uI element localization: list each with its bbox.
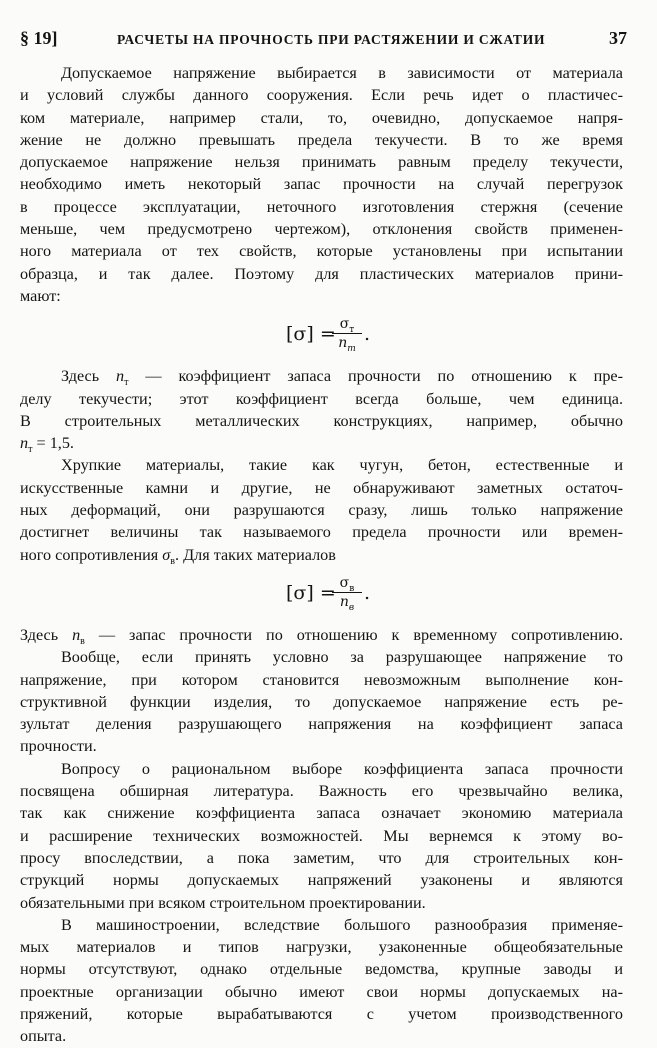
text-line: делу текучести; этот коэффициент всегда больше, чем единица.: [20, 389, 623, 408]
text-line: Вопросу о рациональном выборе коэффициента запаса прочности: [61, 759, 623, 778]
page-body: [20, 62, 623, 1048]
text-line: необходимо иметь некоторый запас прочности на случай перегрузок: [20, 175, 623, 194]
formula-lhs: [σ] =: [286, 323, 336, 346]
text-line: ного материала от тех свойств, которые установлены при испытании: [20, 242, 623, 261]
running-header: [20, 28, 627, 52]
paragraph-1: [20, 62, 623, 307]
text-line: искусственные камни и другие, не обнаруживают заметных остаточ-: [20, 478, 623, 497]
fraction-numerator: $\sigma_в$: [332, 574, 362, 593]
text-line: В строительных металлических конструкциях, например, обычно: [20, 411, 623, 430]
text-line: ком материале, например стали, то, очевидно, допускаемое напря-: [20, 108, 623, 127]
text-line: Допускаемое напряжение выбирается в зависимости от материала: [61, 64, 623, 82]
text-line: достигнет величины так называемого предела прочности или времен-: [20, 523, 623, 542]
paragraph-7: [20, 914, 623, 1048]
text-line: и условий службы данного сооружения. Если речь идет о пластичес-: [20, 86, 623, 105]
page-number: 37: [609, 28, 627, 48]
text-line: пряжений, которые вырабатываются с учетом производственного: [20, 1004, 623, 1023]
fraction-numerator: $\sigma_т$: [332, 315, 362, 334]
paragraph-3: [20, 454, 623, 565]
text-line: Здесь $n_т$ — коэффициент запаса прочности по отношению к пре-: [61, 367, 623, 388]
formula-allowable-stress-plastic: [20, 307, 623, 365]
text-line: жение не должно превышать предела текучести. В то же время: [20, 130, 623, 149]
text-line: так как снижение коэффициента запаса означает экономию материала: [20, 804, 623, 823]
text-line: зультат деления разрушающего напряжения на коэффициент запаса: [20, 715, 623, 734]
formula-lhs: [σ] =: [286, 581, 336, 604]
section-number: § 19]: [20, 28, 58, 48]
text-line: обязательными при всяком строительном проектировании.: [20, 893, 426, 912]
text-line: и расширение технических возможностей. Мы вернемся к этому во-: [20, 826, 623, 845]
text-line: опыта.: [20, 1027, 67, 1046]
text-line: мых материалов и типов нагрузки, узаконенные общеобязательные: [20, 938, 623, 957]
formula-fraction: [332, 315, 362, 355]
text-line: мают:: [20, 286, 61, 305]
text-line: Здесь $n_в$ — запас прочности по отношению к временному сопротивлению.: [20, 625, 623, 647]
text-line: меньше, чем предусмотрено чертежом), отклонения свойств применен-: [20, 220, 623, 239]
fraction-denominator: $n_т$: [338, 335, 356, 355]
text-line: ного сопротивления $\sigma_в$. Для таких материалов: [20, 545, 336, 566]
fraction-denominator: $n_в$: [339, 593, 355, 613]
text-line: нормы отсутствуют, однако отдельные ведомства, крупные заводы и: [20, 960, 623, 979]
formula-period: .: [364, 323, 371, 346]
paragraph-4: [20, 624, 623, 646]
text-line: прочности.: [20, 737, 97, 756]
text-line: струкций нормы допускаемых напряжений узаконены и являются: [20, 871, 623, 890]
formula-allowable-stress-brittle: [20, 566, 623, 624]
paragraph-6: [20, 758, 623, 914]
running-title: РАСЧЕТЫ НА ПРОЧНОСТЬ ПРИ РАСТЯЖЕНИИ И СЖАТИИ: [117, 32, 546, 47]
text-line: проектные организации обычно имеют свои нормы допускаемых на-: [20, 982, 623, 1001]
text-line: допускаемое напряжение нельзя принимать равным пределу текучести,: [20, 153, 623, 172]
text-line: Хрупкие материалы, такие как чугун, бетон, естественные и: [61, 456, 623, 475]
text-line: ных деформаций, они разрушаются сразу, лишь только напряжение: [20, 501, 623, 520]
text-line: образца, и так далее. Поэтому для пластических материалов прини-: [20, 264, 623, 283]
text-line: в процессе эксплуатации, неточного изготовления стержня (сечение: [20, 197, 623, 216]
formula-fraction: [332, 574, 362, 611]
text-line: просу впоследствии, а пока заметим, что для строительных кон-: [20, 848, 623, 867]
paragraph-5: [20, 646, 623, 757]
text-line: посвящена обширная литература. Важность его чрезвычайно велика,: [20, 782, 623, 801]
text-line: Вообще, если принять условно за разрушающее напряжение то: [61, 648, 623, 667]
paragraph-2: [20, 365, 623, 454]
text-line: В машиностроении, вследствие большого разнообразия применяе-: [61, 915, 623, 934]
text-line: напряжение, при котором становится невозможным выполнение кон-: [20, 670, 623, 689]
text-line: структивной функции изделия, то допускаемое напряжение есть ре-: [20, 692, 623, 711]
formula-period: .: [364, 581, 371, 604]
text-line: $n_т = 1,5$.: [20, 434, 74, 455]
